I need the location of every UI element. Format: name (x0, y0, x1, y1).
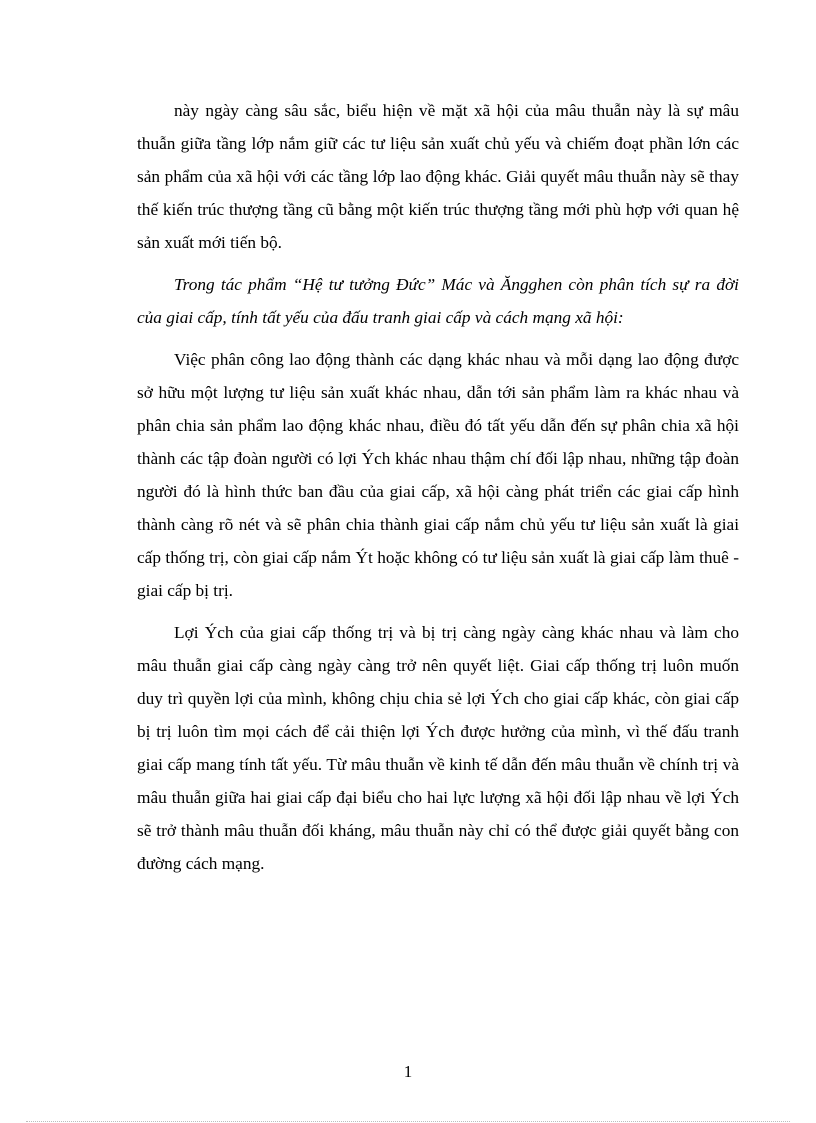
paragraph-division-of-labor: Việc phân công lao động thành các dạng khác nhau và mỗi dạng lao động được sở hữu một lượng tư liệu sản xuất khác nhau, dẫn tới sản phẩm làm ra khác nhau và phân chia sản phẩm lao động khác nhau, điều đó tất yếu dẫn đến sự phân chia xã hội thành các tập đoàn người có lợi Ých khác nhau thậm chí đối lập nhau, những tập đoàn người đó là hình thức ban đầu của giai cấp, xã hội càng phát triển các giai cấp hình thành càng rõ nét và sẽ phân chia thành giai cấp nắm chủ yếu tư liệu sản xuất là giai cấp thống trị, còn giai cấp nắm Ýt hoặc không có tư liệu sản xuất là giai cấp làm thuê - giai cấp bị trị. (137, 350, 739, 600)
page-bottom-dotted-rule (26, 1121, 790, 1122)
paragraph-german-ideology-intro: Trong tác phẩm “Hệ tư tưởng Đức” Mác và Ăngghen còn phân tích sự ra đời của giai cấp, tính tất yếu của đấu tranh giai cấp và cách mạng xã hội: (137, 275, 739, 327)
paragraph-superstructure: này ngày càng sâu sắc, biểu hiện về mặt xã hội của mâu thuẫn này là sự mâu thuẫn giữa tầng lớp nắm giữ các tư liệu sản xuất chủ yếu và chiếm đoạt phần lớn các sản phẩm của xã hội với các tầng lớp lao động khác. Giải quyết mâu thuẫn này sẽ thay thế kiến trúc thượng tầng cũ bằng một kiến trúc thượng tầng mới phù hợp với quan hệ sản xuất mới tiến bộ. (137, 101, 739, 252)
page-body (137, 94, 739, 880)
page-number: 1 (403, 1062, 413, 1081)
paragraph-class-interests: Lợi Ých của giai cấp thống trị và bị trị càng ngày càng khác nhau và làm cho mâu thuẫn giai cấp càng ngày càng trở nên quyết liệt. Giai cấp thống trị luôn muốn duy trì quyền lợi của mình, không chịu chia sẻ lợi Ých cho giai cấp khác, còn giai cấp bị trị luôn tìm mọi cách để cải thiện lợi Ých được hưởng của mình, vì thế đấu tranh giai cấp mang tính tất yếu. Từ mâu thuẫn về kinh tế dẫn đến mâu thuẫn về chính trị và mâu thuẫn giữa hai giai cấp đại biểu cho hai lực lượng xã hội đối lập nhau về lợi Ých sẽ trở thành mâu thuẫn đối kháng, mâu thuẫn này chỉ có thể được giải quyết bằng con đường cách mạng. (137, 623, 739, 873)
